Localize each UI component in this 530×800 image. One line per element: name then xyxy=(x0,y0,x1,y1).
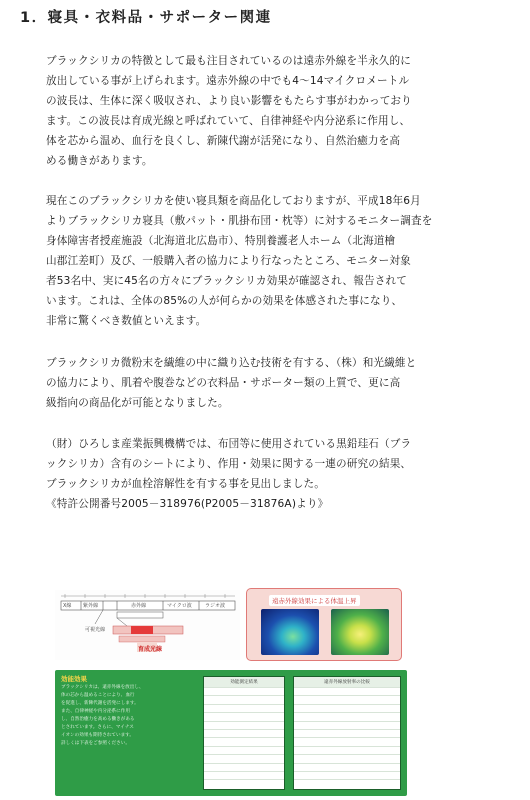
text-line: 非常に驚くべき数値といえます。 xyxy=(46,315,207,327)
table-rows-b xyxy=(294,687,400,788)
table-row xyxy=(204,729,284,737)
thermography-after-image xyxy=(331,609,389,655)
text-line: （財）ひろしま産業振興機構では、布団等に使用されている黒鉛珪石（ブラ xyxy=(46,438,412,450)
spectrum-label-microwave: マイクロ波 xyxy=(167,603,192,609)
text-line: 級指向の商品化が可能となりました。 xyxy=(46,397,229,409)
table-row xyxy=(204,779,284,787)
table-row xyxy=(204,721,284,729)
table-row xyxy=(294,695,400,703)
table-row xyxy=(294,771,400,779)
text-line: イオンの効果も期待されています。 xyxy=(61,733,134,738)
table-row xyxy=(294,754,400,762)
table-row xyxy=(294,737,400,745)
table-row xyxy=(204,704,284,712)
table-row xyxy=(204,763,284,771)
text-line: し、自然治癒力を高める働きがある xyxy=(61,717,135,722)
table-row xyxy=(294,687,400,695)
text-line: 身体障害者授産施設（北海道北広島市）、特別養護老人ホーム（北海道檜 xyxy=(46,235,396,247)
text-line: よりブラックシリカ寝具（敷パット・肌掛布団・枕等）に対するモニター調査を xyxy=(46,215,433,227)
text-line: ブラックシリカは、遠赤外線を放出し、 xyxy=(61,685,144,690)
text-line: ックシリカ）含有のシートにより、作用・効果に関する一連の研究の結果、 xyxy=(46,458,412,470)
table-row xyxy=(204,754,284,762)
table-row xyxy=(294,712,400,720)
thermography-before-image xyxy=(261,609,319,655)
effects-panel xyxy=(55,670,407,796)
text-line: 現在このブラックシリカを使い寝具類を商品化しておりますが、平成18年6月 xyxy=(46,195,421,207)
text-line: を促進し、新陳代謝を活発にします。 xyxy=(61,701,139,706)
table-row xyxy=(294,779,400,787)
table-row xyxy=(294,763,400,771)
paragraph-monitor-survey xyxy=(46,191,506,331)
spectrum-label-uv: 紫外線 xyxy=(83,603,99,609)
effects-table-a xyxy=(203,676,285,790)
text-line: ます。この波長は育成光線と呼ばれていて、自律神経や内分泌系に作用し、 xyxy=(46,115,411,127)
text-line: います。これは、全体の85%の人が何らかの効果を体感された事になり、 xyxy=(46,295,403,307)
text-line: ブラックシリカ微粉末を繊維の中に織り込む技術を有する、（株）和光繊維と xyxy=(46,357,417,369)
text-line: 山郡江差町）及び、一般購入者の協力により行なったところ、モニター対象 xyxy=(46,255,411,267)
table-row xyxy=(294,704,400,712)
text-line: の協力により、肌着や腹巻などの衣料品・サポーター類の上質で、更に高 xyxy=(46,377,401,389)
table-row xyxy=(204,746,284,754)
text-line: 詳しくは下表をご参照ください。 xyxy=(61,741,130,746)
thermography-title: 遠赤外線効果による体温上昇 xyxy=(269,595,360,606)
table-rows-a xyxy=(204,687,284,788)
table-title: 遠赤外線放射率の比較 xyxy=(294,677,400,687)
effects-table-b xyxy=(293,676,401,790)
text-line: また、自律神経や内分泌系に作用 xyxy=(61,709,130,714)
table-row xyxy=(204,695,284,703)
spectrum-label-radio: ラジオ波 xyxy=(205,603,226,609)
table-row xyxy=(204,687,284,695)
text-line: とされています。さらに、マイナス xyxy=(61,725,134,730)
page-title: 1．寝具・衣料品・サポーター関連 xyxy=(20,10,272,26)
spectrum-diagram xyxy=(55,590,240,660)
text-line: 体を芯から温め、血行を良くし、新陳代謝が活発になり、自然治癒力を高 xyxy=(46,135,401,147)
text-line: める働きがあります。 xyxy=(46,155,153,167)
table-row xyxy=(204,771,284,779)
table-row xyxy=(294,746,400,754)
text-line: ブラックシリカが血栓溶解性を有する事を見出しました。 xyxy=(46,478,326,490)
table-row xyxy=(204,737,284,745)
text-line: 者53名中、実に45名の方々にブラックシリカ効果が確認され、報告されて xyxy=(46,275,407,287)
spectrum-label-visible: 可視光線 xyxy=(85,627,106,633)
paragraph-apparel xyxy=(46,353,506,413)
text-line: ブラックシリカの特徴として最も注目されているのは遠赤外線を半永久的に xyxy=(46,55,411,67)
text-line: 放出している事が上げられます。遠赤外線の中でも4～14マイクロメートル xyxy=(46,75,410,87)
table-row xyxy=(204,712,284,720)
spectrum-label-infrared: 赤外線 xyxy=(131,603,147,609)
paragraph-far-infrared xyxy=(46,51,506,171)
text-line: 体の芯から温めることにより、血行 xyxy=(61,693,135,698)
effects-heading: 効能効果 xyxy=(61,675,87,683)
table-title: 効能測定結果 xyxy=(204,677,284,687)
text-line: 《特許公開番号2005－318976(P2005－31876A)より》 xyxy=(46,498,329,510)
table-row xyxy=(294,729,400,737)
table-row xyxy=(294,721,400,729)
spectrum-label-xray: X線 xyxy=(63,603,72,609)
text-line: の波長は、生体に深く吸収され、より良い影響をもたらす事がわかっており xyxy=(46,95,412,107)
effects-description xyxy=(61,684,191,774)
thermography-panel xyxy=(246,588,402,661)
paragraph-research xyxy=(46,434,506,514)
spectrum-highlight-label: 育成光線 xyxy=(138,646,163,653)
